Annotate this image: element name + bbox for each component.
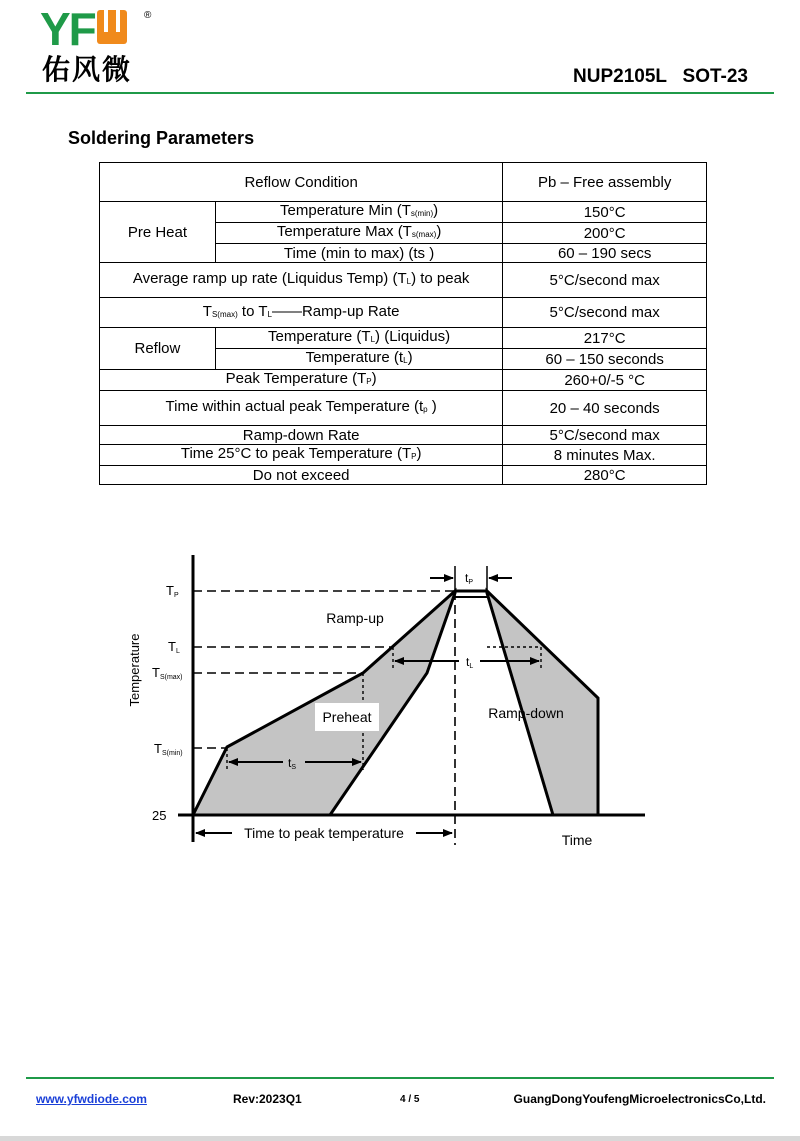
liquidus-temp-label: Temperature $(T_L)$ (Liquidus): [215, 328, 502, 349]
tp-time-label: tP: [465, 571, 474, 586]
ts-to-tl-label: $T_{S(max)}$ to $T_L——Ramp-up$ Rate: [100, 298, 503, 328]
page-number: 4 / 5: [400, 1094, 420, 1105]
time-to-peak-label: Time 25°C to peak Temperature $(T_P)$: [100, 445, 503, 466]
rampdown-band: [487, 591, 598, 815]
temperature-axis-label: Temperature: [127, 633, 142, 707]
table-row: [100, 202, 707, 223]
time-to-peak-label: Time to peak temperature: [244, 825, 404, 841]
company-logo: [40, 3, 127, 55]
peak-temp-label: Peak Temperature $(T_P)$: [100, 370, 503, 391]
table-row: [100, 466, 707, 485]
peak-time-value: 20 – 40 seconds: [503, 391, 707, 426]
tmin-value: 150°C: [503, 202, 707, 223]
table-row: [100, 426, 707, 445]
do-not-exceed-value: 280°C: [503, 466, 707, 485]
time-axis-label: Time: [561, 832, 593, 848]
tmax-value: 200°C: [503, 223, 707, 244]
peak-time-label: Time within actual peak Temperature ($t_p$ ): [100, 391, 503, 426]
soldering-parameters-table: [99, 162, 707, 485]
tmin-label: Temperature Min $(T_{s(min)})$: [215, 202, 502, 223]
ts-time-label: tS: [288, 756, 297, 771]
table-row: [100, 298, 707, 328]
table-row: [100, 391, 707, 426]
liquidus-time-label: Temperature $(t_L)$: [215, 349, 502, 370]
reflow-profile-diagram: [0, 540, 800, 860]
ramp-rate-label: Average ramp up rate (Liquidus Temp) $(T_L)$ to peak: [100, 263, 503, 298]
table-row: [100, 263, 707, 298]
header-divider: [26, 92, 774, 94]
tl-time-label: tL: [466, 655, 474, 670]
start-temp-label: 25: [152, 808, 167, 823]
preheat-time-value: 60 – 190 secs: [503, 244, 707, 263]
header-reflow-condition: Reflow Condition: [100, 163, 503, 202]
ramp-down-label: Ramp-down Rate: [100, 426, 503, 445]
ramp-rate-value: 5°C/second max: [503, 263, 707, 298]
table-header-row: [100, 163, 707, 202]
ts-to-tl-value: 5°C/second max: [503, 298, 707, 328]
preheat-label: Preheat: [322, 709, 372, 725]
footer-divider: [26, 1077, 774, 1079]
document-title: NUP2105L SOT-23: [573, 66, 748, 87]
registered-mark: ®: [144, 10, 152, 21]
revision-label: Rev:2023Q1: [233, 1092, 302, 1106]
company-name: GuangDongYoufengMicroelectronicsCo,Ltd.: [513, 1092, 766, 1106]
section-title: Soldering Parameters: [68, 128, 255, 148]
preheat-label: Pre Heat: [100, 202, 216, 263]
table-row: [100, 445, 707, 466]
tl-label: TL: [168, 639, 180, 655]
tsmax-label: TS(max): [152, 665, 183, 681]
liquidus-time-value: 60 – 150 seconds: [503, 349, 707, 370]
ramp-up-label: Ramp-up: [326, 610, 384, 626]
tp-label: TP: [166, 583, 179, 599]
tsmin-label: TS(min): [154, 741, 183, 757]
website-link[interactable]: www.yfwdiode.com: [36, 1092, 147, 1106]
page-bottom-edge: [0, 1136, 800, 1141]
ramp-down-label: Ramp-down: [488, 705, 564, 721]
logo-letters: YF: [40, 3, 95, 55]
logo-w-mark: [97, 10, 127, 44]
reflow-label: Reflow: [100, 328, 216, 370]
peak-temp-value: 260+0/-5 °C: [503, 370, 707, 391]
do-not-exceed-label: Do not exceed: [100, 466, 503, 485]
tmax-label: Temperature Max $(T_{s(max)})$: [215, 223, 502, 244]
ramp-down-value: 5°C/second max: [503, 426, 707, 445]
preheat-time-label: Time (min to max) (ts ): [215, 244, 502, 263]
table-row: [100, 328, 707, 349]
header-pb-free: Pb – Free assembly: [503, 163, 707, 202]
logo-chinese-name: 佑风微: [42, 53, 133, 86]
liquidus-temp-value: 217°C: [503, 328, 707, 349]
time-to-peak-value: 8 minutes Max.: [503, 445, 707, 466]
table-row: [100, 370, 707, 391]
